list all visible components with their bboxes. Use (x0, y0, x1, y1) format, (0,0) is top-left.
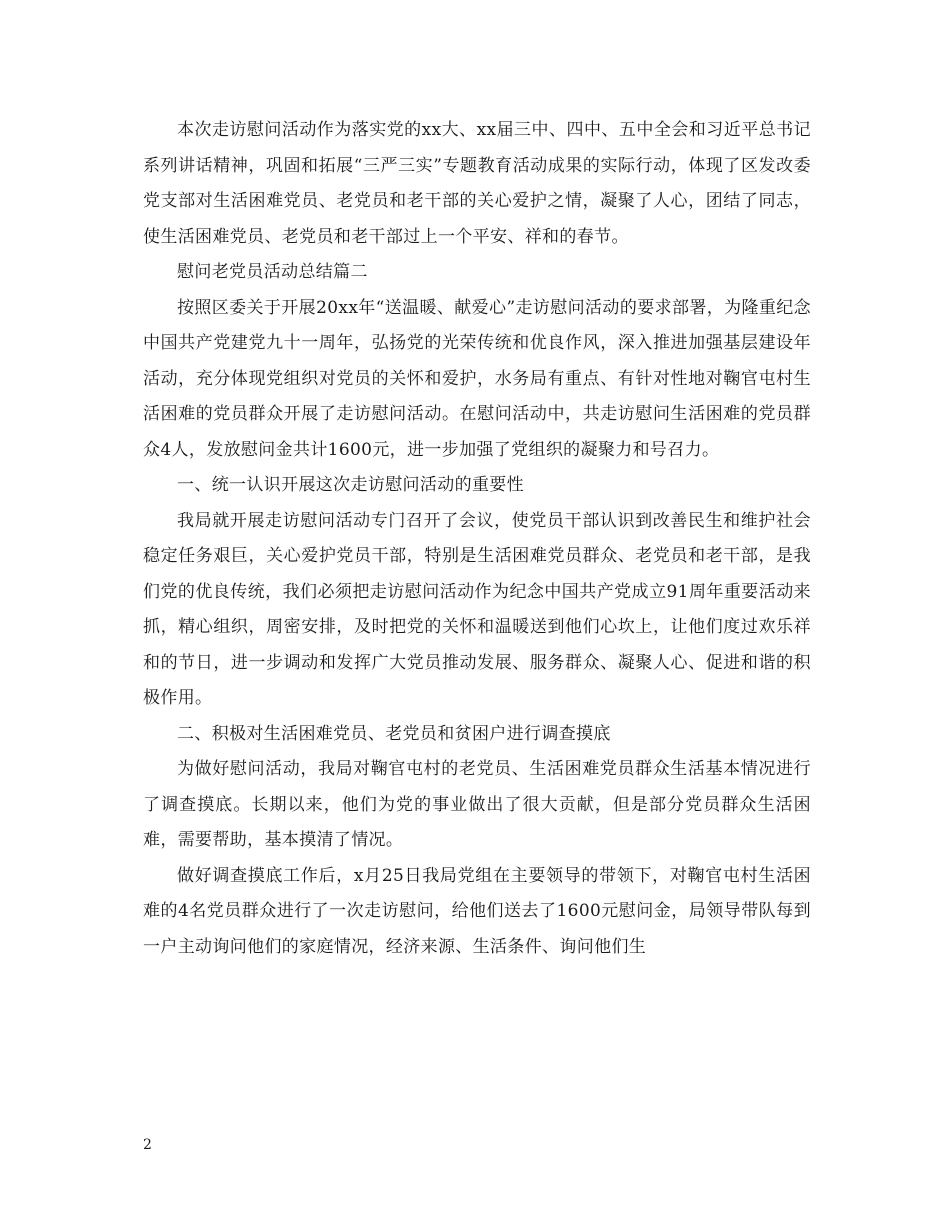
section-heading-one: 一、统一认识开展这次走访慰问活动的重要性 (177, 475, 524, 495)
paragraph-importance: 我局就开展走访慰问活动专门召开了会议，使党员干部认识到改善民生和维护社会稳定任务艰巨，关心爱护党员干部，特别是生活困难党员群众、老党员和老干部，是我们党的优良传统，我们必须把走访慰问活动作为纪念中国共产党成立91周年重要活动来抓，精心组织，周密安排，及时把党的关怀和温暖送到他们心坎上，让他们度过欢乐祥和的节日，进一步调动和发挥广大党员推动发展、服务群众、凝聚人心、促进和谐的积极作用。 (143, 510, 811, 708)
paragraph-survey: 为做好慰问活动，我局对鞠官屯村的老党员、生活困难党员群众生活基本情况进行了调查摸底。长期以来，他们为党的事业做出了很大贡献，但是部分党员群众生活困难，需要帮助，基本摸清了情况。 (143, 759, 811, 850)
section-heading-part-two: 慰问老党员活动总结篇二 (177, 262, 368, 282)
paragraph-summary: 本次走访慰问活动作为落实党的xx大、xx届三中、四中、五中全会和习近平总书记系列讲话精神，巩固和拓展“三严三实”专题教育活动成果的实际行动，体现了区发改委党支部对生活困难党员、老党员和老干部的关心爱护之情，凝聚了人心，团结了同志，使生活困难党员、老党员和老干部过上一个平安、祥和的春节。 (143, 120, 811, 247)
paragraph-intro: 按照区委关于开展20xx年“送温暖、献爱心”走访慰问活动的要求部署，为隆重纪念中国共产党建党九十一周年，弘扬党的光荣传统和优良作风，深入推进加强基层建设年活动，充分体现党组织对党员的关怀和爱护，水务局有重点、有针对性地对鞠官屯村生活困难的党员群众开展了走访慰问活动。在慰问活动中，共走访慰问生活困难的党员群众4人，发放慰问金共计1600元，进一步加强了党组织的凝聚力和号召力。 (143, 297, 811, 460)
paragraph-visit: 做好调查摸底工作后，x月25日我局党组在主要领导的带领下，对鞠官屯村生活困难的4名党员群众进行了一次走访慰问，给他们送去了1600元慰问金，局领导带队每到一户主动询问他们的家庭情况，经济来源、生活条件、询问他们生 (143, 865, 811, 957)
section-heading-two: 二、积极对生活困难党员、老党员和贫困户进行调查摸底 (177, 723, 611, 744)
page-number: 2 (143, 1137, 152, 1153)
document-body (143, 113, 811, 965)
